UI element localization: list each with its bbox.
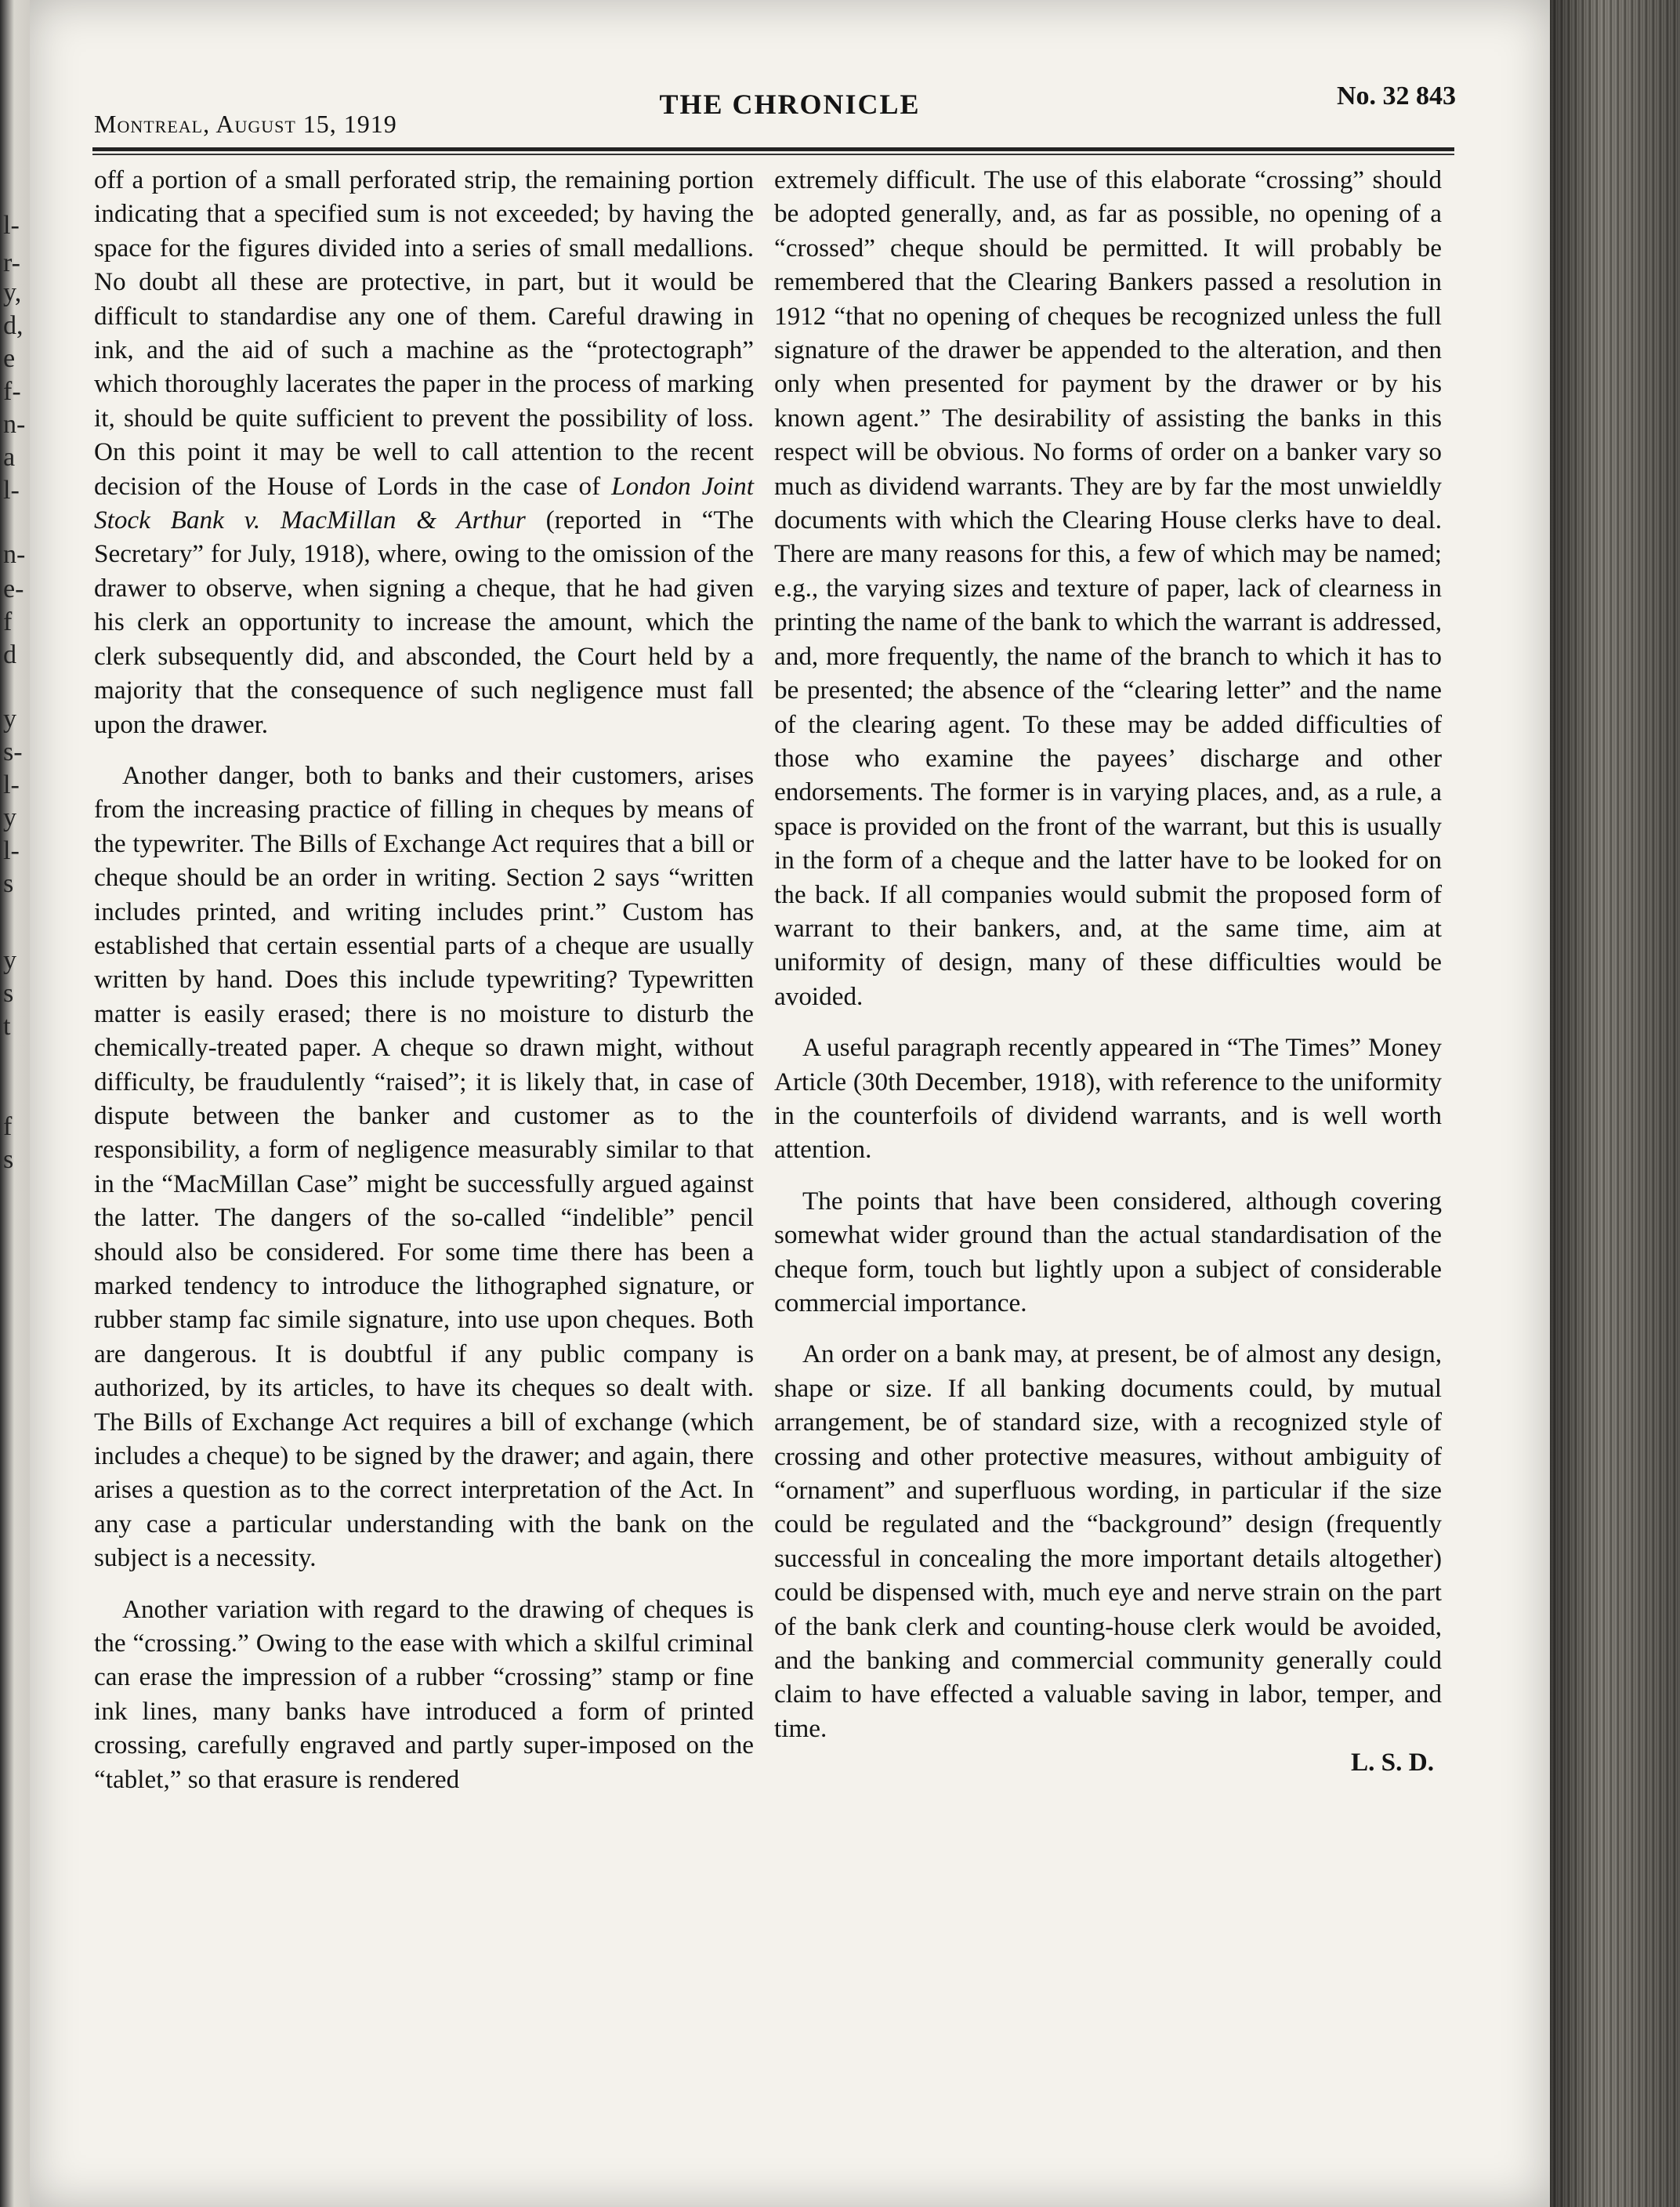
previous-page-edge [0, 0, 30, 2207]
publication-title: THE CHRONICLE [659, 89, 921, 120]
prev-page-fragment: l- [3, 771, 20, 799]
prev-page-fragment: y [3, 705, 16, 734]
prev-page-fragment: s [3, 1146, 14, 1174]
prev-page-fragment: d, [3, 312, 24, 340]
prev-page-fragment: s- [3, 738, 23, 766]
prev-page-fragment: y [3, 804, 16, 832]
paragraph-text: off a portion of a small perforated strip, the remaining portion indicating that a specified sum is not exceeded; by having the space for the figures divided into a series of small medallions. No doubt all these are protective, in part, but it would be difficult to standardise any one of them. Careful drawing in ink, and the aid of such a machine as the “protectograph” which thoroughly lacerates the paper in the process of marking it, should be quite sufficient to prevent the possibility of loss. On this point it may be well to call attention to the recent decision of the House of Lords in the case of [94, 165, 754, 501]
prev-page-fragment: f [3, 608, 13, 636]
prev-page-fragment: y [3, 947, 16, 975]
prev-page-fragment: y, [3, 279, 22, 307]
author-signature: L. S. D. [1350, 1748, 1434, 1778]
issue-number: No. 32 843 [1336, 82, 1456, 111]
left-column [94, 163, 754, 1796]
paragraph: An order on a bank may, at present, be of almost any design, shape or size. If all banking documents could, by mutual arrangement, be of standard size, with a recognized style of crossing and other protective measures, without ambiguity of “ornament” and superfluous wording, in particular if the size could be regulated and the “background” design (frequently successful in concealing the more important details altogether) could be dispensed with, much eye and nerve strain on the part of the bank clerk and counting-house clerk would be avoided, and the banking and commercial community generally could claim to have effected a valuable saving in labor, temper, and time. [774, 1339, 1442, 1743]
prev-page-fragment: l- [3, 212, 20, 240]
header-rule-thin [92, 154, 1454, 155]
prev-page-fragment: d [3, 641, 16, 669]
paragraph: A useful paragraph recently appeared in “The Times” Money Article (30th December, 1918), with reference to the uniformity in the counterfoils of dividend warrants, and is well worth attention. [774, 1033, 1442, 1165]
prev-page-fragment: s [3, 870, 14, 898]
prev-page-fragment: n- [3, 541, 26, 569]
paragraph: Another danger, both to banks and their customers, arises from the increasing practice of filling in cheques by means of the typewriter. The Bills of Exchange Act requires that a bill or cheque should be an order in writing. Section 2 says “written includes printed, and writing includes print.” Custom has established that certain essential parts of a cheque are usually written by hand. Does this include typewriting? Typewritten matter is easily erased; there is no moisture to disturb the chemically-treated paper. A cheque so drawn might, without difficulty, be fraudulently “raised”; it is likely that, in case of dispute between the banker and customer as to the responsibility, a form of negligence measurably similar to that in the “MacMillan Case” might be successfully argued against the latter. The dangers of the so-called “indelible” pencil should also be considered. For some time there has been a marked tendency to introduce the lithographed signature, or rubber stamp fac simile signature, into use upon cheques. Both are dangerous. It is doubtful if any public company is authorized, by its articles, to have its cheques so dealt with. The Bills of Exchange Act requires a bill of exchange (which includes a cheque) to be signed by the drawer; and again, there arises a question as to the correct interpretation of the Act. In any case a particular understanding with the bank on the subject is a necessity. [94, 760, 754, 1573]
prev-page-fragment: l- [3, 837, 20, 865]
prev-page-fragment: e [3, 345, 16, 373]
prev-page-fragment: n- [3, 411, 26, 439]
prev-page-fragment: t [3, 1013, 11, 1041]
book-page-edges [1550, 0, 1680, 2207]
running-header [30, 0, 1550, 149]
case-citation: London Joint Stock Bank v. MacMillan & Arthur [94, 471, 754, 535]
paragraph-text: (reported in “The Secretary” for July, 1918), where, owing to the omission of the drawer to observe, when signing a cheque, that he had given his clerk an opportunity to increase the amount, which the clerk subsequently did, and absconded, the Court held by a majority that the consequence of such negligence must fall upon the drawer. [94, 506, 755, 739]
prev-page-fragment: e- [3, 575, 24, 603]
paragraph: extremely difficult. The use of this elaborate “crossing” should be adopted generally, and, as far as possible, no opening of a “crossed” cheque should be permitted. It will probably be remembered that the Clearing Bankers passed a resolution in 1912 “that no opening of cheques be recognized unless the full signature of the drawer be appended to the alteration, and then only when presented for payment by the drawer or by his known agent.” The desirability of assisting the banks in this respect will be obvious. No forms of order on a banker vary so much as dividend warrants. They are by far the most unwieldly documents with which the Clearing House clerks have to deal. There are many reasons for this, a few of which may be named; e.g., the varying sizes and texture of paper, lack of clearness in printing the name of the bank to which the warrant is addressed, and, more frequently, the name of the branch to which it has to be presented; the absence of the “clearing letter” and the name of the clearing agent. To these may be added difficulties of those who examine the payees’ discharge and other endorsements. The former is in varying places, and, as a rule, a space is provided on the front of the warrant, but this is usually in the form of a cheque and the latter have to be looked for on the back. If all companies would submit the proposed form of warrant to their bankers, and, at the same time, aim at uniformity of design, many of these difficulties would be avoided. [774, 165, 1442, 1011]
right-column [774, 163, 1442, 1780]
prev-page-fragment: f [3, 1113, 13, 1141]
paragraph: Another variation with regard to the drawing of cheques is the “crossing.” Owing to the ease with which a skilful criminal can erase the impression of a rubber “crossing” stamp or fine ink lines, many banks have introduced a form of printed crossing, carefully engraved and partly super-imposed on the “tablet,” so that erasure is rendered [94, 1594, 754, 1794]
dateline: Montreal, August 15, 1919 [94, 110, 397, 138]
prev-page-fragment: l- [3, 477, 20, 505]
paragraph: The points that have been considered, although covering somewhat wider ground than the actual standardisation of the cheque form, touch but lightly upon a subject of considerable commercial importance. [774, 1186, 1442, 1317]
prev-page-fragment: r- [3, 249, 20, 277]
paragraph [94, 163, 754, 741]
prev-page-fragment: s [3, 980, 14, 1008]
prev-page-fragment: a [3, 444, 16, 472]
prev-page-fragment: f- [3, 378, 21, 406]
header-rule [92, 147, 1454, 151]
document-page [30, 0, 1550, 2207]
